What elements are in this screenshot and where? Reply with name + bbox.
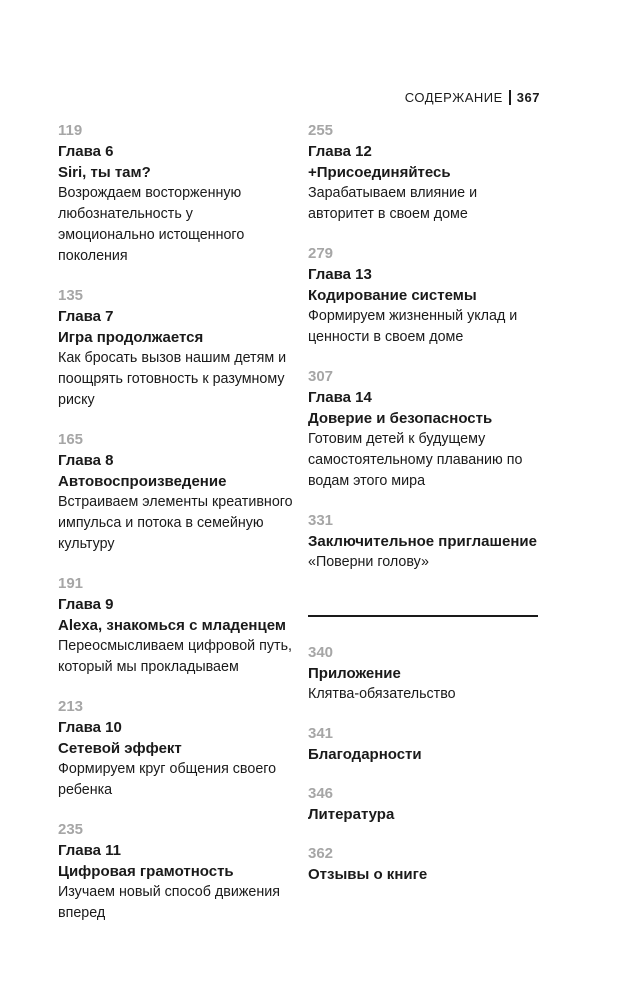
toc-chapter-description: Встраиваем элементы креативного импульса и потока в семейную культуру (58, 494, 293, 552)
toc-entry-chapter-14 (308, 366, 543, 492)
toc-entry-chapter-10 (58, 696, 293, 801)
toc-entry-conclusion (308, 510, 543, 573)
toc-entry-chapter-13 (308, 243, 543, 348)
toc-chapter-title: Автовоспроизведение (58, 473, 227, 490)
toc-entry-appendix (308, 642, 543, 705)
toc-page-number: 307 (308, 368, 334, 385)
toc-entry-chapter-7 (58, 285, 293, 411)
toc-chapter-title: Alexa, знакомься с младенцем (58, 617, 286, 634)
toc-chapter-label: Глава 7 (58, 308, 114, 325)
toc-page-number: 341 (308, 725, 334, 742)
toc-chapter-title: Кодирование системы (308, 287, 477, 304)
toc-chapter-description: Изучаем новый способ движения вперед (58, 884, 280, 921)
toc-chapter-description: «Поверни голову» (308, 554, 429, 570)
toc-right-column (308, 120, 543, 903)
toc-page-number: 119 (58, 122, 83, 139)
toc-page-number: 135 (58, 287, 84, 304)
toc-chapter-label: Глава 10 (58, 719, 122, 736)
toc-page-number: 331 (308, 512, 334, 529)
toc-page-number: 362 (308, 845, 334, 862)
toc-chapter-title: +Присоединяйтесь (308, 164, 451, 181)
toc-chapter-title: Siri, ты там? (58, 164, 151, 181)
running-header (405, 90, 540, 105)
toc-chapter-title: Заключительное приглашение (308, 533, 537, 550)
toc-entry-chapter-9 (58, 573, 293, 678)
toc-section-title: Приложение (308, 665, 401, 682)
toc-entry-bibliography (308, 783, 543, 825)
section-divider (308, 615, 538, 617)
toc-chapter-description: Зарабатываем влияние и авторитет в своем доме (308, 185, 478, 222)
toc-page-number: 191 (58, 575, 84, 592)
toc-chapter-title: Доверие и безопасность (308, 410, 493, 427)
toc-entry-reviews (308, 843, 543, 885)
toc-entry-chapter-8 (58, 429, 293, 555)
toc-entry-chapter-12 (308, 120, 543, 225)
toc-chapter-description: Возрождаем восторженную любознательность у эмоционально истощенного поколения (58, 185, 245, 264)
toc-chapter-title: Цифровая грамотность (58, 863, 234, 880)
toc-chapter-description: Переосмысливаем цифровой путь, который мы прокладываем (58, 638, 292, 675)
toc-page-number: 340 (308, 644, 334, 661)
toc-chapter-label: Глава 11 (58, 842, 122, 859)
toc-chapter-label: Глава 14 (308, 389, 372, 406)
toc-section-title: Отзывы о книге (308, 866, 428, 883)
toc-chapter-label: Глава 8 (58, 452, 114, 469)
toc-chapter-label: Глава 13 (308, 266, 372, 283)
toc-chapter-description: Формируем круг общения своего ребенка (58, 761, 277, 798)
toc-left-column (58, 120, 293, 942)
toc-entry-acknowledgements (308, 723, 543, 765)
toc-section-description: Клятва-обязательство (308, 686, 456, 702)
toc-chapter-title: Игра продолжается (58, 329, 204, 346)
toc-page-number: 235 (58, 821, 84, 838)
toc-chapter-description: Как бросать вызов нашим детям и поощрять готовность к разумному риску (58, 350, 287, 408)
toc-section-title: Благодарности (308, 746, 422, 763)
toc-section-title: Литература (308, 806, 395, 823)
toc-chapter-description: Готовим детей к будущему самостоятельному плаванию по водам этого мира (308, 431, 523, 489)
toc-entry-chapter-6 (58, 120, 293, 267)
toc-chapter-title: Сетевой эффект (58, 740, 182, 757)
toc-page-number: 213 (58, 698, 84, 715)
header-separator (509, 90, 511, 105)
toc-page-number: 346 (308, 785, 334, 802)
toc-page-number: 165 (58, 431, 84, 448)
toc-chapter-label: Глава 6 (58, 143, 114, 160)
toc-entry-chapter-11 (58, 819, 293, 924)
header-section-title: СОДЕРЖАНИЕ (404, 90, 503, 105)
toc-chapter-label: Глава 9 (58, 596, 114, 613)
toc-chapter-label: Глава 12 (308, 143, 372, 160)
toc-page-number: 279 (308, 245, 334, 262)
toc-chapter-description: Формируем жизненный уклад и ценности в своем доме (308, 308, 518, 345)
toc-page-number: 255 (308, 122, 334, 139)
header-page-number: 367 (516, 90, 540, 105)
